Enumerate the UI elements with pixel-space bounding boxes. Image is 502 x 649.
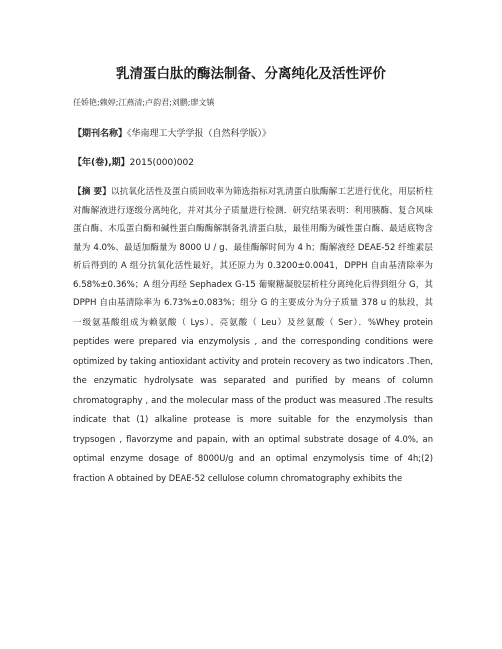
year-label: 【年(卷),期】 [73, 158, 130, 168]
author-list: 任娇艳;赖婷;江燕清;卢韵君;刘鹏;廖文镇 [73, 98, 215, 107]
journal-value: 《华南理工大学学报（自然科学版）》 [127, 129, 272, 139]
paper-title: 乳清蛋白肽的酶法制备、分离纯化及活性评价 [116, 66, 386, 82]
abstract-text-en: %Whey protein peptides were prepared via enzymolysis , and the corresponding conditions were optimized by taking antioxidant activity and protein recovery as two indicators .Then, the enzymatic hydrolysate was separated and purified by means of column chromatography , and the molecular mass of the product was measured .The results indicate that (1) alkaline protease is more suitable for the enzymolysis than trypsogen , flavorzyme and papain, with an optimal substrate dosage of 4.0%, an optimal enzyme dosage of 8000U/g and an optimal enzymolysis time of 4h;(2) fraction A obtained by DEAE-52 cellulose column chromatography exhibits the [73, 316, 433, 483]
year-value: 2015(000)002 [129, 158, 194, 168]
year-issue-line [73, 155, 194, 168]
abstract-label: 【摘 要】 [73, 187, 111, 197]
journal-line [73, 126, 271, 139]
abstract-text-zh: 以抗氧化活性及蛋白质回收率为筛选指标对乳清蛋白肽酶解工艺进行优化，用层析柱对酶解液进行逐级分离纯化，并对其分子质量进行检测．研究结果表明：利用胰酶、复合风味蛋白酶、木瓜蛋白酶和碱性蛋白酶酶解制备乳清蛋白肽，最佳用酶为碱性蛋白酶、最适底物含量为 4.0%、最适加酶量为 8000 U / g、最佳酶解时间为 4 h；酶解液经 DEAE-52 纤维素层析后得到的 A 组分抗氧化活性最好，其还原力为 0.3200±0.0041，DPPH 自由基清除率为 6.58%±0.36%；A 组分再经 Sephadex G-15 葡聚糖凝胶层析柱分离纯化后得到组分 G，其 DPPH 自由基清除率为 6.73%±0.083%；组分 G 的主要成分为分子质量 378 u 的肽段，其一级氨基酸组成为赖氨酸（ Lys）、亮氨酸（ Leu）及丝氨酸（ Ser）． [73, 187, 433, 328]
abstract-block [73, 183, 433, 488]
journal-label: 【期刊名称】 [73, 129, 128, 139]
